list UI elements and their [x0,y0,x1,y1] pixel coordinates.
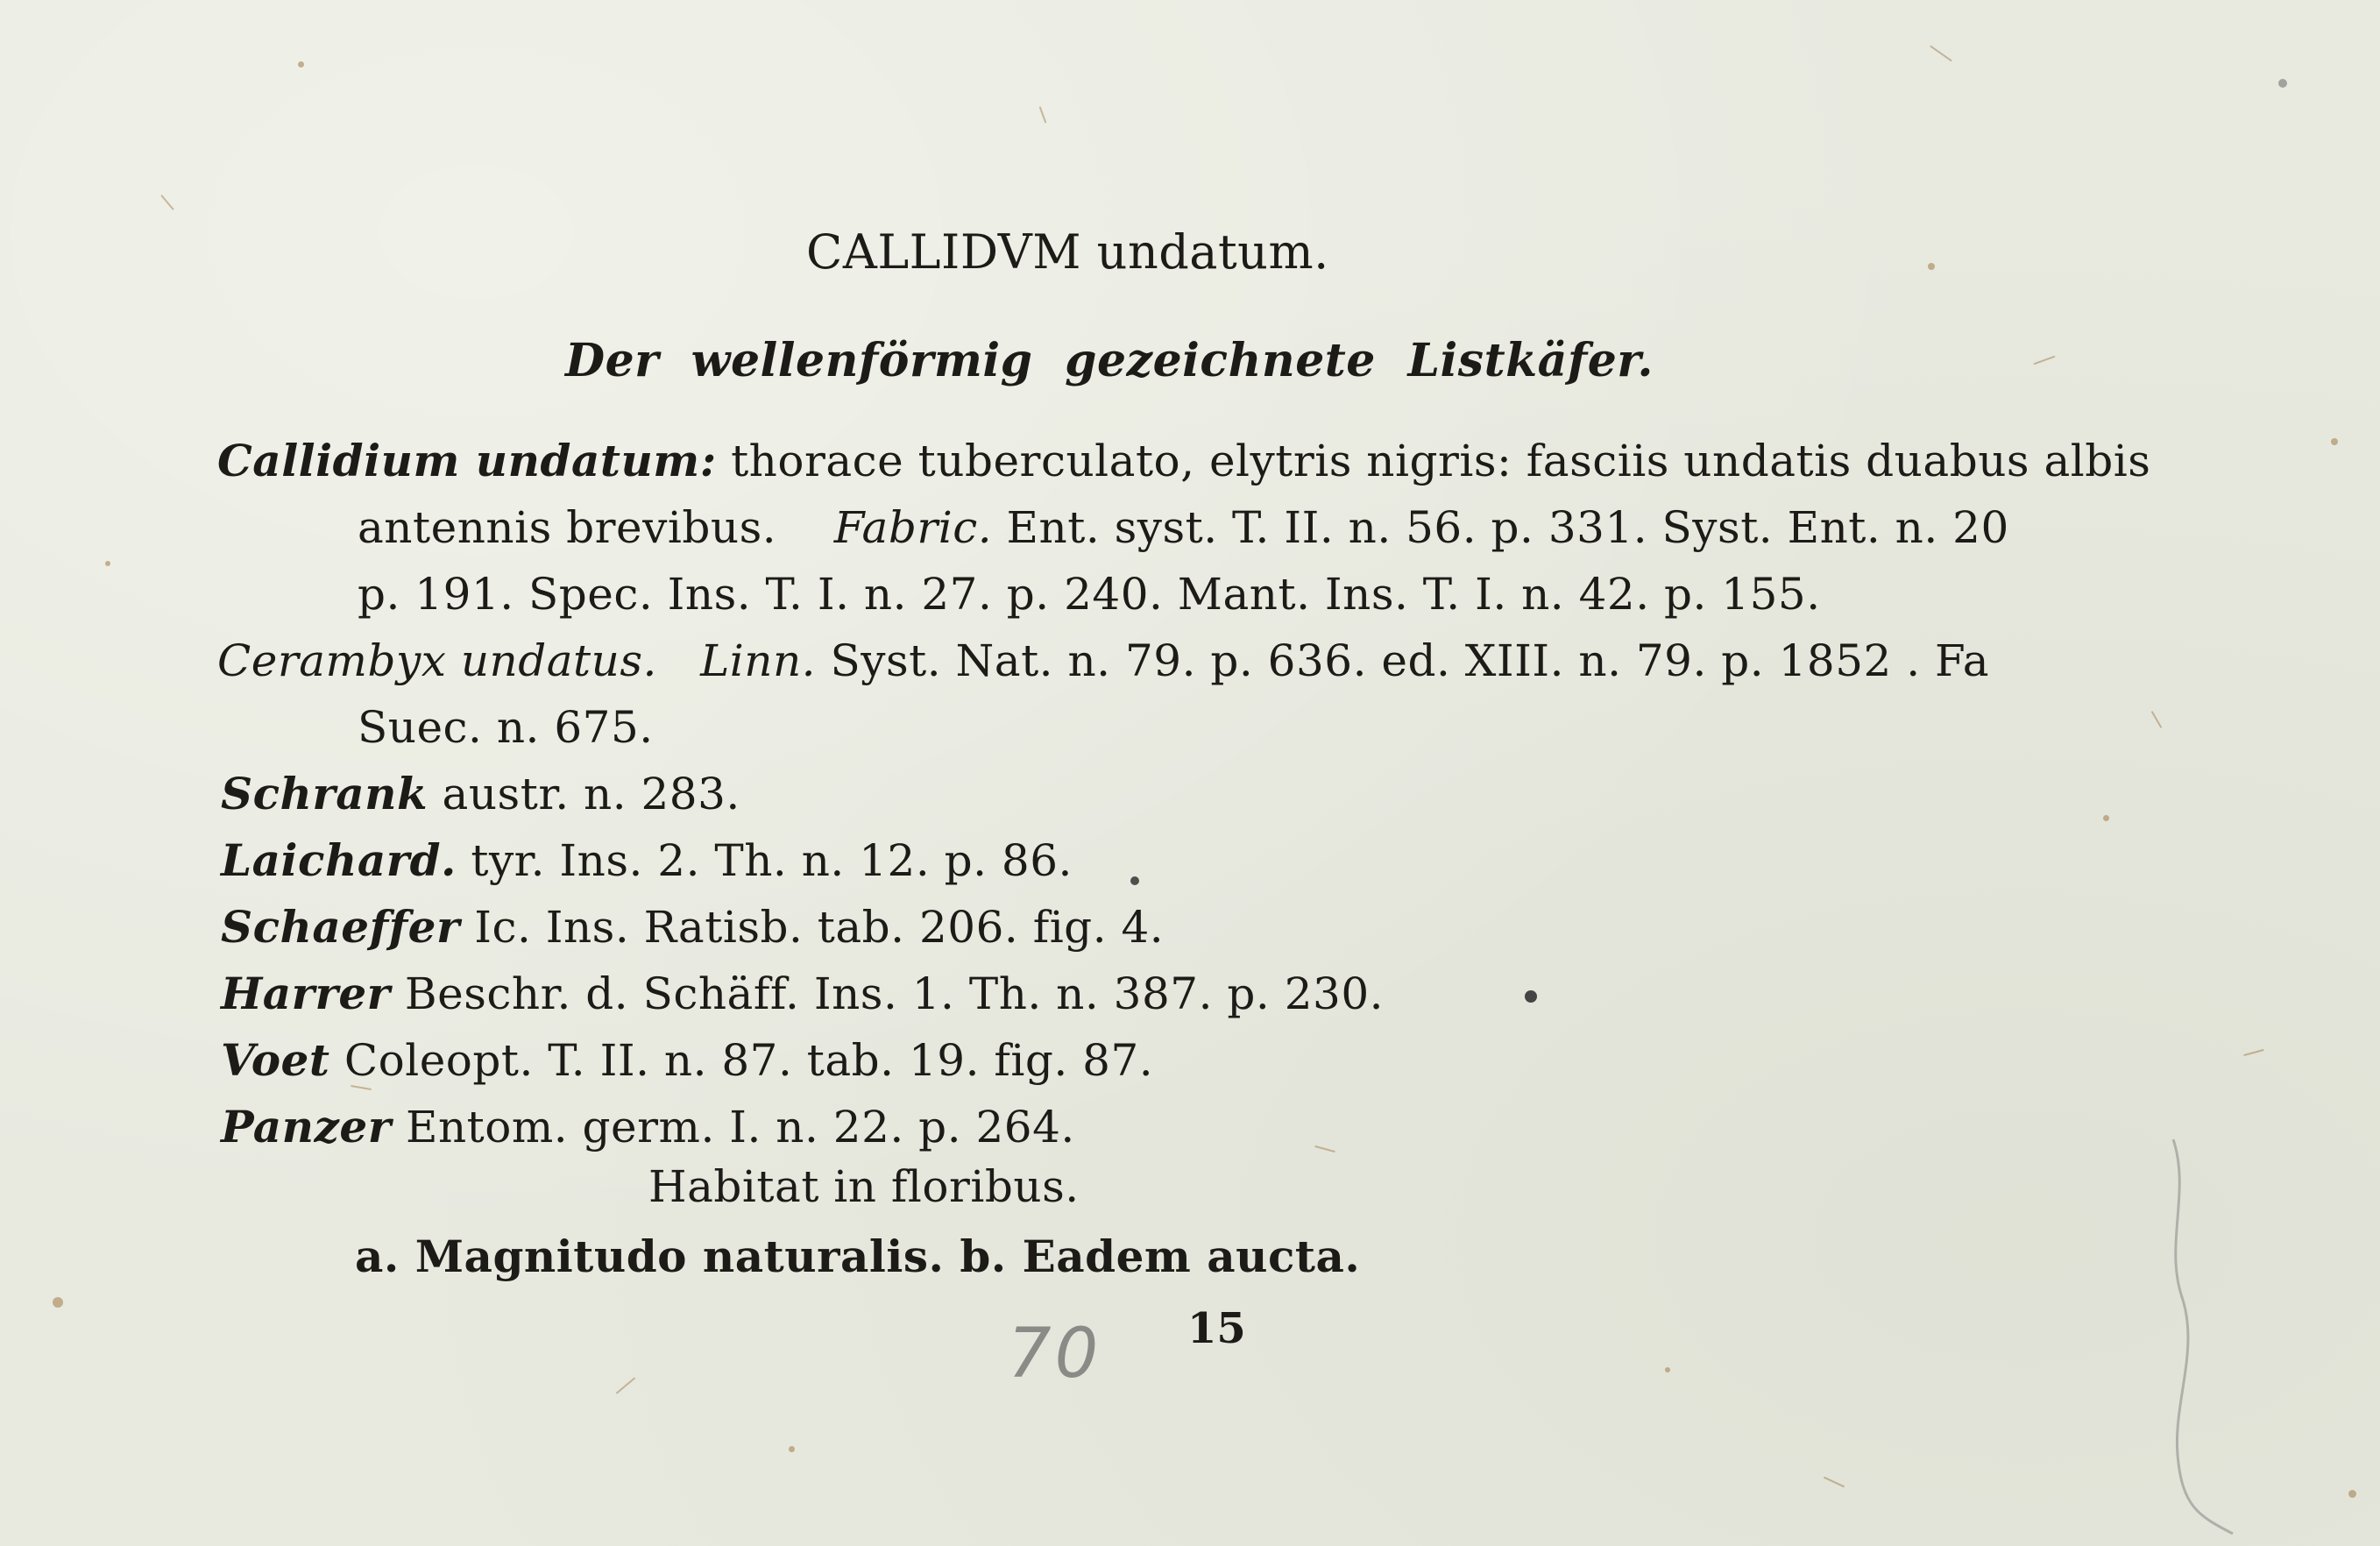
page-number: 15 [1187,1304,1246,1353]
entry-author: Cerambyx undatus. [217,635,657,686]
reference-text: austr. n. 283. [428,769,740,819]
reference-text: Ent. syst. T. II. n. 56. p. 331. Syst. Ent. n. 20 [992,502,2009,553]
reference-line [221,768,740,820]
reference-line [221,834,1073,887]
entry-cerambyx-line-1 [217,635,1989,687]
reference-text: Ic. Ins. Ratisb. tab. 206. fig. 4. [459,902,1165,953]
reference-author: Laichard. [221,834,457,886]
reference-line [221,901,1164,954]
entry-cerambyx-line-2 [358,701,654,754]
title-rest: undatum. [1081,224,1329,280]
reference-text: Entom. germ. I. n. 22. p. 264. [391,1102,1075,1152]
entry-text: antennis brevibus. [358,502,777,553]
entry-text: p. 191. Spec. Ins. T. I. n. 27. p. 240. Mant. Ins. T. I. n. 42. p. 155. [358,569,1821,620]
entry-callidium-line-3 [358,568,1821,621]
page-title [806,226,1329,279]
reference-author: Voet [221,1034,330,1086]
reference-text: Syst. Nat. n. 79. p. 636. ed. XIII. n. 79. p. 1852 . Fa [816,635,1990,686]
reference-text: Beschr. d. Schäff. Ins. 1. Th. n. 387. p. 230. [390,968,1385,1019]
german-title: Der wellenförmig gezeichnete Listkäfer. [565,334,1654,387]
pencil-annotation: 70 [1008,1315,1102,1394]
entry-callidium-line-1 [217,435,2150,487]
reference-author: Schaeffer [221,901,460,953]
entry-callidium-line-2 [358,501,2009,554]
reference-line [221,968,1384,1020]
entry-text: Suec. n. 675. [358,702,654,753]
entry-author: Callidium undatum: [217,435,717,486]
reference-text: Coleopt. T. II. n. 87. tab. 19. fig. 87. [329,1035,1154,1086]
reference-text: tyr. Ins. 2. Th. n. 12. p. 86. [456,835,1073,886]
reference-author: Panzer [221,1101,392,1152]
reference-author: Fabric. [833,502,993,553]
reference-line [221,1034,1153,1087]
reference-author: Schrank [221,768,429,819]
title-caps: CALLIDVM [806,224,1081,280]
entry-text: thorace tuberculato, elytris nigris: fasciis undatis duabus albis [716,436,2151,486]
reference-line [221,1101,1075,1153]
figure-caption: a. Magnitudo naturalis. b. Eadem aucta. [355,1230,1361,1282]
habitat-line: Habitat in floribus. [648,1161,1080,1212]
reference-author: Linn. [700,635,817,686]
reference-author: Harrer [221,968,391,1019]
